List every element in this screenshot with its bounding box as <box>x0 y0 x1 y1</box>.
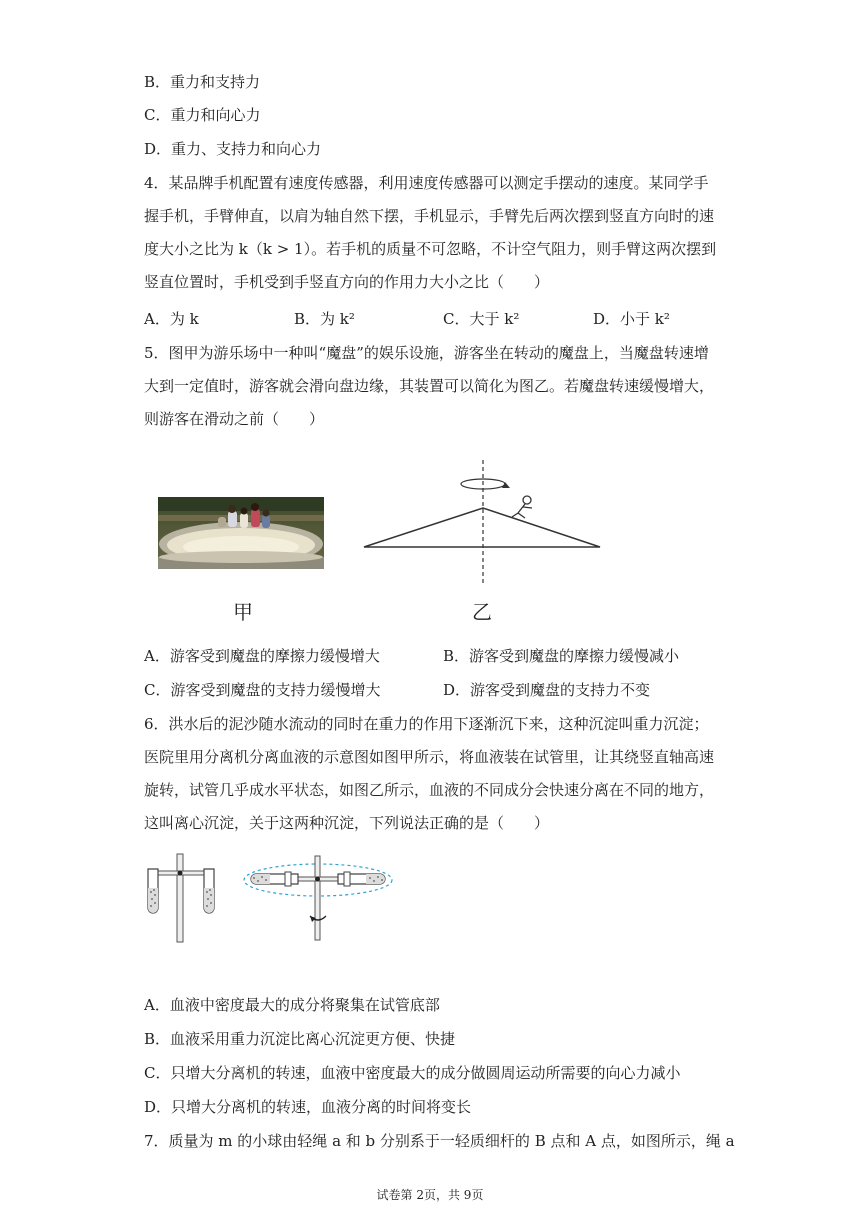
figure-caption-jia: 甲 <box>233 600 253 624</box>
q5-line-3: 则游客在滑动之前（ ） <box>144 410 325 428</box>
centrifuge-vertical-diagram <box>140 852 230 944</box>
q6-option-d: D．只增大分离机的转速，血液分离的时间将变长 <box>144 1098 472 1116</box>
cone-diagram <box>360 458 610 588</box>
q5-option-a: A．游客受到魔盘的摩擦力缓慢增大 <box>144 647 380 665</box>
test-tube-left-icon <box>251 872 298 886</box>
centrifuge-horizontal-diagram <box>240 852 400 944</box>
q5-option-d: D．游客受到魔盘的支持力不变 <box>443 681 651 699</box>
q4-line-3: 度大小之比为 k（k > 1）。若手机的质量不可忽略，不计空气阻力，则手臂这两次摆到 <box>144 240 717 258</box>
q4-line-4: 竖直位置时，手机受到手竖直方向的作用力大小之比（ ） <box>144 273 550 291</box>
magic-disc-photo <box>158 497 324 569</box>
q6-line-3: 旋转，试管几乎成水平状态，如图乙所示，血液的不同成分会快速分离在不同的地方， <box>144 781 715 799</box>
test-tube-left-icon <box>148 869 158 913</box>
sliding-person-icon <box>512 496 532 518</box>
page-footer: 试卷第 2页，共 9页 <box>376 1188 484 1202</box>
q4-option-d: D．小于 k² <box>593 310 670 328</box>
q4-option-c: C．大于 k² <box>443 310 520 328</box>
question-6 <box>144 714 720 846</box>
test-tube-right-icon <box>338 872 385 886</box>
q4-option-a: A．为 k <box>144 310 199 328</box>
q5-line-1: 5．图甲为游乐场中一种叫“魔盘”的娱乐设施，游客坐在转动的魔盘上，当魔盘转速增 <box>144 344 709 362</box>
q6-option-b: B．血液采用重力沉淀比离心沉淀更方便、快捷 <box>144 1030 456 1048</box>
q5-option-c: C．游客受到魔盘的支持力缓慢增大 <box>144 681 381 699</box>
q6-line-2: 医院里用分离机分离血液的示意图如图甲所示，将血液装在试管里，让其绕竖直轴高速 <box>144 748 715 766</box>
question-5 <box>144 343 720 442</box>
q6-option-a: A．血液中密度最大的成分将聚集在试管底部 <box>144 996 440 1014</box>
q6-line-4: 这叫离心沉淀，关于这两种沉淀，下列说法正确的是（ ） <box>144 814 550 832</box>
q6-option-c: C．只增大分离机的转速，血液中密度最大的成分做圆周运动所需要的向心力减小 <box>144 1064 681 1082</box>
q4-line-1: 4．某品牌手机配置有速度传感器，利用速度传感器可以测定手摆动的速度。某同学手 <box>144 174 709 192</box>
q3-option-c: C．重力和向心力 <box>144 106 261 124</box>
q5-line-2: 大到一定值时，游客就会滑向盘边缘，其装置可以简化为图乙。若魔盘转速缓慢增大， <box>144 377 715 395</box>
test-tube-right-icon <box>204 869 214 913</box>
q5-option-b: B．游客受到魔盘的摩擦力缓慢减小 <box>443 647 680 665</box>
q4-line-2: 握手机，手臂伸直，以肩为轴自然下摆，手机显示，手臂先后两次摆到竖直方向时的速 <box>144 207 715 225</box>
q4-option-b: B．为 k² <box>294 310 355 328</box>
q3-option-d: D．重力、支持力和向心力 <box>144 140 322 158</box>
q7-line-1: 7．质量为 m 的小球由轻绳 a 和 b 分别系于一轻质细杆的 B 点和 A 点，如图所示，绳 a <box>144 1132 735 1150</box>
q6-line-1: 6．洪水后的泥沙随水流动的同时在重力的作用下逐渐沉下来，这种沉淀叫重力沉淀； <box>144 715 709 733</box>
question-4 <box>144 173 720 305</box>
q3-option-b: B．重力和支持力 <box>144 73 261 91</box>
cone-triangle <box>364 508 600 547</box>
figure-caption-yi: 乙 <box>472 600 492 624</box>
